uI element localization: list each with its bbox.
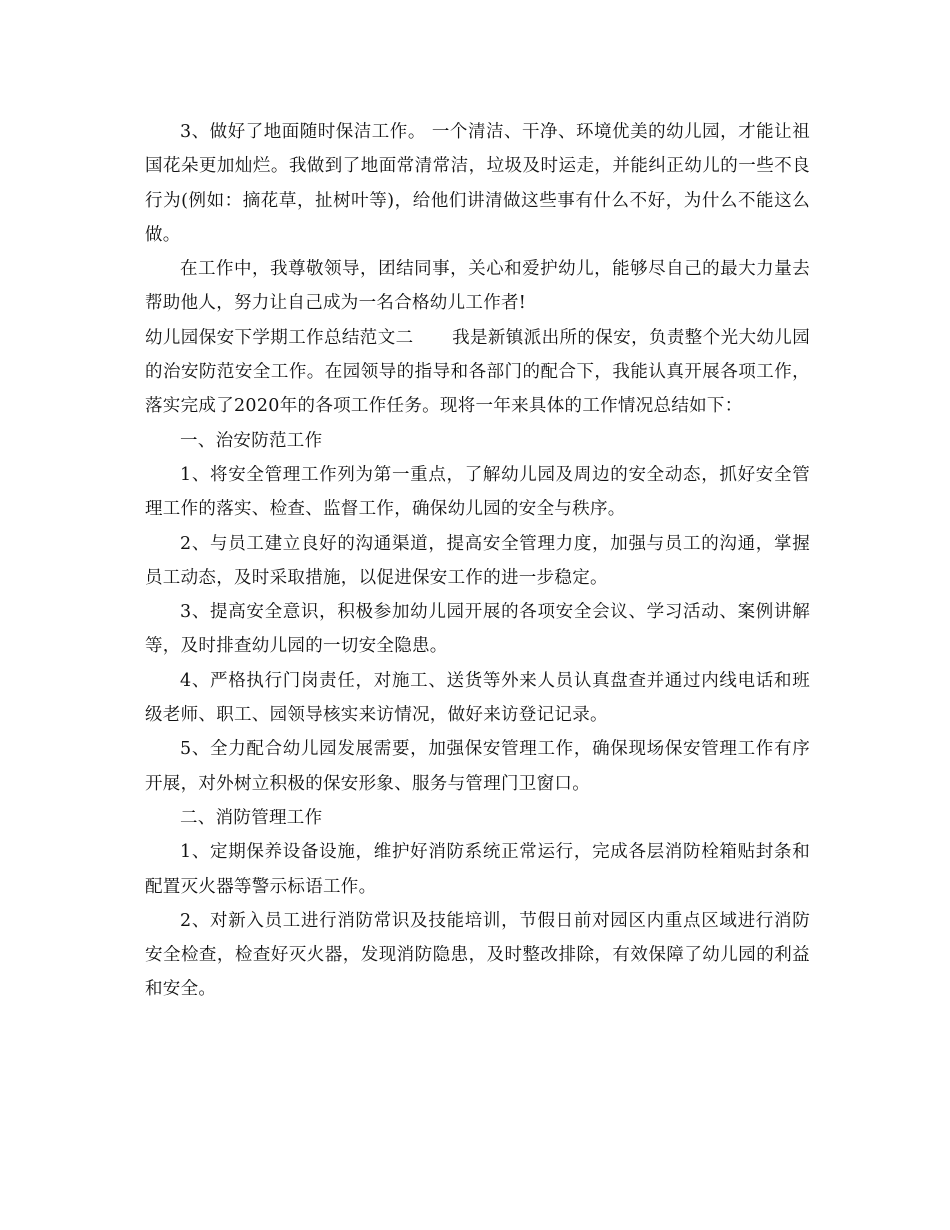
security-item-4: 4、严格执行门岗责任，对施工、送货等外来人员认真盘查并通过内线电话和班级老师、职工、园领导核实来访情况，做好来访登记记录。 [145, 670, 810, 726]
document-body [145, 115, 810, 1007]
heading-fire: 二、消防管理工作 [180, 807, 323, 828]
security-item-3: 3、提高安全意识，积极参加幼儿园开展的各项安全会议、学习活动、案例讲解等，及时排查幼儿园的一切安全隐患。 [145, 602, 810, 657]
security-item-5: 5、全力配合幼儿园发展需要，加强保安管理工作，确保现场保安管理工作有序开展，对外树立积极的保安形象、服务与管理门卫窗口。 [145, 739, 810, 794]
fire-item-1: 1、定期保养设备设施，维护好消防系统正常运行，完成各层消防栓箱贴封条和配置灭火器等警示标语工作。 [145, 842, 810, 897]
heading-security: 一、治安防范工作 [180, 430, 323, 451]
security-item-1: 1、将安全管理工作列为第一重点，了解幼儿园及周边的安全动态，抓好安全管理工作的落实、检查、监督工作，确保幼儿园的安全与秩序。 [145, 464, 810, 520]
security-item-2: 2、与员工建立良好的沟通渠道，提高安全管理力度，加强与员工的沟通，掌握员工动态，及时采取措施，以促进保安工作的进一步稳定。 [145, 533, 810, 588]
paragraph-cleaning: 3、做好了地面随时保洁工作。 一个清洁、干净、环境优美的幼儿园，才能让祖国花朵更加灿烂。我做到了地面常清常洁，垃圾及时运走，并能纠正幼儿的一些不良行为(例如：摘花草，扯树叶等)，给他们讲清做这些事有什么不好，为什么不能这么做。 [145, 122, 810, 245]
fire-item-2: 2、对新入员工进行消防常识及技能培训，节假日前对园区内重点区域进行消防安全检查，检查好灭火器，发现消防隐患，及时整改排除，有效保障了幼儿园的利益和安全。 [145, 910, 810, 1000]
section-title: 幼儿园保安下学期工作总结范文二 [145, 327, 414, 348]
paragraph-section-two [145, 321, 810, 424]
paragraph-attitude: 在工作中，我尊敬领导，团结同事，关心和爱护幼儿，能够尽自己的最大力量去帮助他人，努力让自己成为一名合格幼儿工作者! [145, 259, 810, 314]
section-intro: 我是新镇派出所的保安，负责整个光大幼儿园的治安防范安全工作。在园领导的指导和各部门的配合下，我能认真开展各项工作，落实完成了2020年的各项工作任务。现将一年来具体的工作情况总结如下： [145, 327, 810, 417]
